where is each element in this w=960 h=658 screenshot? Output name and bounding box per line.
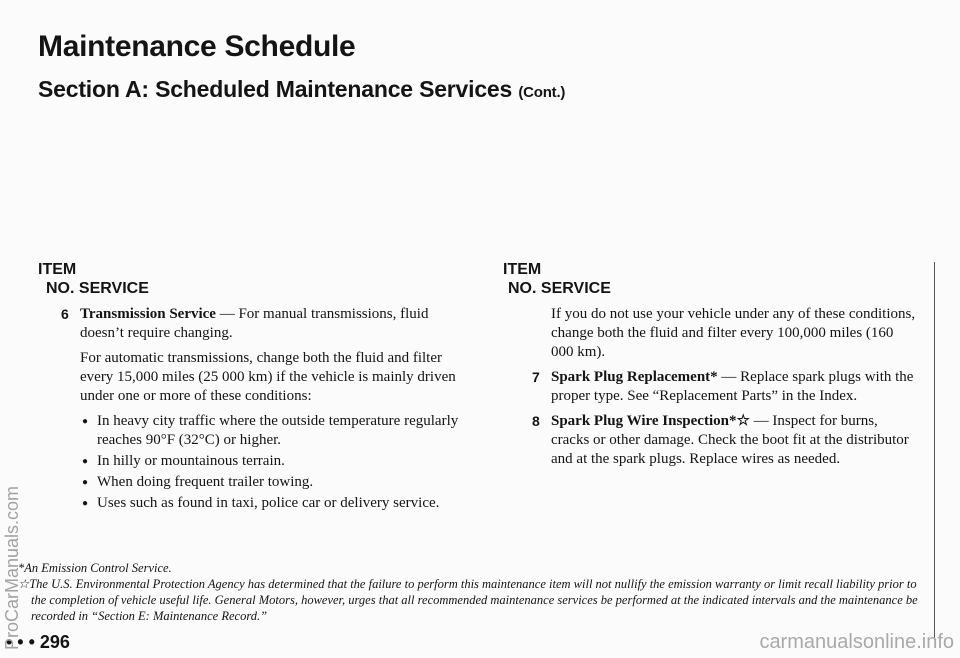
section-subtitle-text: Section A: Scheduled Maintenance Services [38,76,513,102]
item-title: Transmission Service [80,306,216,322]
item-number: 8 [532,413,540,429]
page-title: Maintenance Schedule [38,30,356,63]
bottom-watermark: carmanualsonline.info [759,631,954,653]
header-no-service-right [508,279,611,298]
header-no-label: NO. [46,280,75,297]
item-title: Spark Plug Replacement* [551,369,718,385]
side-watermark: ProCarManuals.com [2,485,22,650]
continued-paragraph: If you do not use your vehicle under any of these conditions, change both the fluid and filter every 100,000 miles (160 000 km). [551,306,916,360]
header-no-service [46,279,149,298]
page-number: • • • 296 [6,632,70,652]
header-no-label-right: NO. [508,280,537,297]
footnote-emission: *An Emission Control Service. [18,561,172,575]
list-item: ● In heavy city traffic where the outside temperature regularly reaches 90°F (32°C) or higher. [80,412,470,450]
item-number: 7 [532,369,540,385]
item-text: — Replace spark plugs with the proper type. See “Replacement Parts” in the Index. [551,369,914,404]
conditions-list [80,412,470,513]
header-item-label-right: ITEM [503,261,542,278]
item-description [551,412,916,469]
item-description [80,305,470,343]
item-intro: — For manual transmissions, fluid doesn’t require changing. [80,306,429,341]
service-item-7 [532,368,916,406]
list-item: ● When doing frequent trailer towing. [80,473,470,492]
item-number: 6 [61,306,69,322]
vertical-rule [934,262,935,640]
left-column [61,305,470,519]
header-service-label: SERVICE [78,280,149,297]
left-column-header [38,260,149,298]
right-column [532,305,916,475]
right-column-header [503,260,611,298]
service-item-6 [61,305,470,513]
footnote-epa: ☆The U.S. Environmental Protection Agency has determined that the failure to perform this maintenance item will not nullify the emission warranty or limit recall liability prior to the completion of vehicle useful life. General Motors, however, urges that all recommended maintenance services be performed at the indicated intervals and the maintenance be recorded in “Section E: Maintenance Record.” [18,577,918,623]
item-paragraph: For automatic transmissions, change both the fluid and filter every 15,000 miles (25 000 km) if the vehicle is mainly driven under one or more of these conditions: [80,350,456,404]
item-title: Spark Plug Wire Inspection*☆ [551,413,750,429]
header-item-label: ITEM [38,261,77,278]
section-subtitle-cont: (Cont.) [518,84,566,101]
list-item: ● In hilly or mountainous terrain. [80,452,470,471]
header-service-label-right: SERVICE [540,280,611,297]
service-item-8 [532,412,916,469]
item-text: — Inspect for burns, cracks or other damage. Check the boot fit at the distributor and at the spark plugs. Replace wires as needed. [551,413,909,467]
section-subtitle [38,76,565,103]
footnotes [18,560,918,624]
list-item: ● Uses such as found in taxi, police car or delivery service. [80,494,470,513]
item-description [551,368,916,406]
